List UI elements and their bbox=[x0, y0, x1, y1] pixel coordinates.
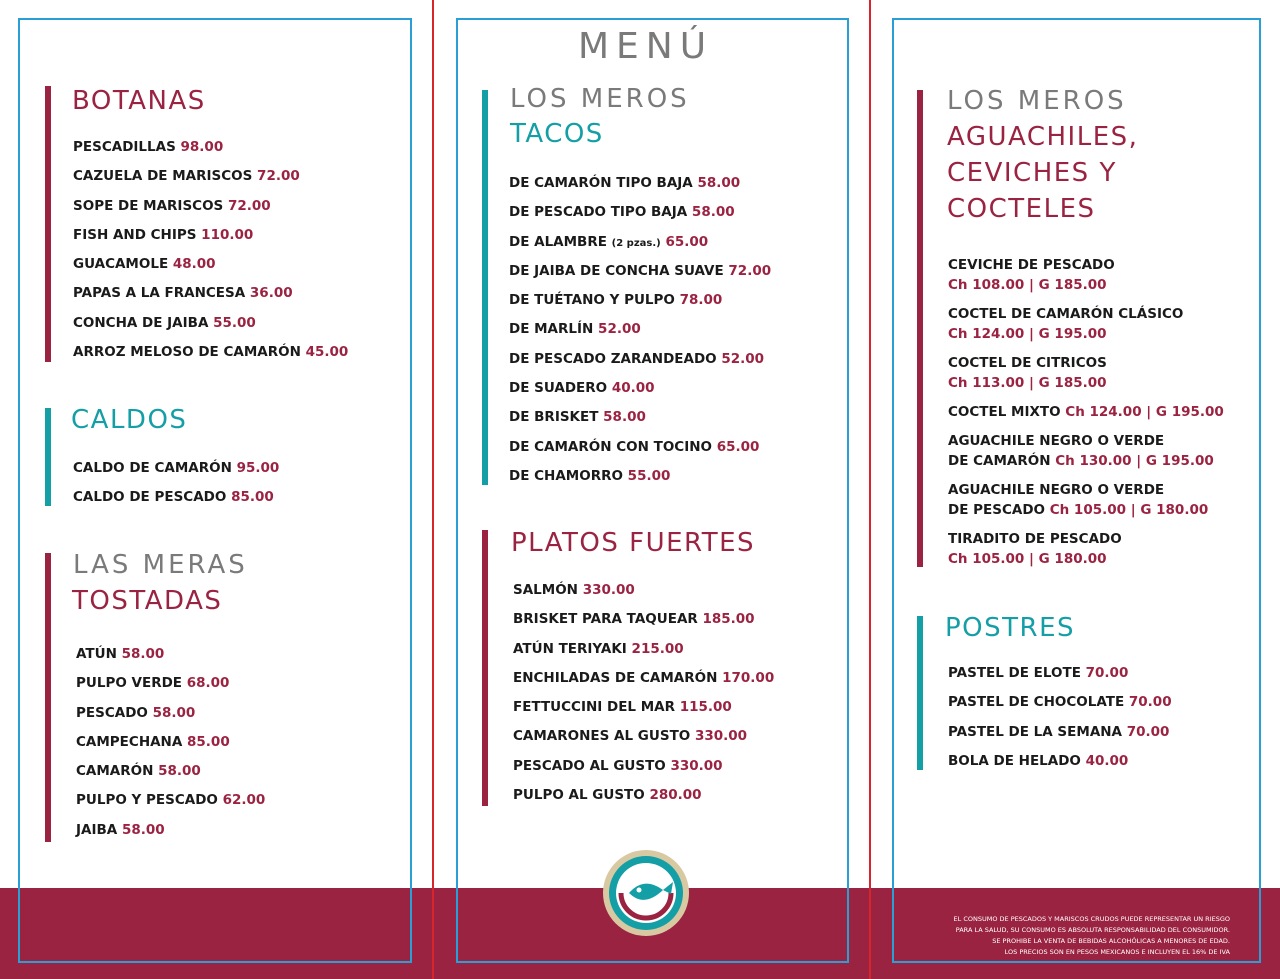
section-title-line2: CEVICHES Y bbox=[947, 158, 1117, 188]
menu-item bbox=[509, 232, 771, 261]
item-price: 85.00 bbox=[231, 489, 274, 506]
menu-item bbox=[73, 137, 348, 166]
item-price: 72.00 bbox=[227, 197, 271, 214]
disclaimer-line: PARA LA SALUD, SU CONSUMO ES ABSOLUTA RESPONSABILIDAD DEL CONSUMIDOR. bbox=[955, 926, 1230, 934]
item-name: DE CAMARÓN CON TOCINO bbox=[509, 438, 713, 455]
item-list bbox=[73, 137, 348, 371]
menu-title: MENÚ bbox=[578, 26, 714, 67]
item-list bbox=[513, 580, 774, 814]
item-price: Ch 108.00 | G 185.00 bbox=[948, 277, 1107, 293]
menu-item bbox=[509, 437, 771, 466]
menu-item bbox=[513, 726, 774, 755]
item-line bbox=[948, 431, 1224, 451]
item-name: PASTEL DE LA SEMANA bbox=[948, 723, 1123, 740]
item-name: AGUACHILE NEGRO O VERDE bbox=[948, 482, 1165, 498]
item-name: PASTEL DE ELOTE bbox=[948, 665, 1081, 681]
item-name: CAMARÓN bbox=[76, 763, 154, 780]
item-list bbox=[948, 255, 1224, 578]
section-bar bbox=[917, 90, 923, 567]
item-line bbox=[948, 373, 1224, 393]
item-price: 36.00 bbox=[249, 285, 293, 302]
item-name: COCTEL MIXTO bbox=[948, 404, 1061, 420]
item-name: BRISKET PARA TAQUEAR bbox=[513, 611, 698, 628]
fold-line-left bbox=[432, 0, 434, 979]
item-price: 110.00 bbox=[201, 226, 254, 243]
item-price: 70.00 bbox=[1085, 665, 1129, 681]
item-price: 52.00 bbox=[721, 350, 765, 367]
item-line bbox=[948, 353, 1224, 373]
menu-item bbox=[948, 304, 1224, 344]
section-bar bbox=[482, 90, 488, 485]
item-name: COCTEL DE CITRICOS bbox=[948, 355, 1107, 371]
menu-item bbox=[948, 722, 1172, 751]
item-line bbox=[948, 304, 1224, 324]
section-title: TACOS bbox=[510, 119, 604, 149]
menu-item bbox=[509, 290, 771, 319]
menu-item bbox=[73, 254, 348, 283]
item-name: DE TUÉTANO Y PULPO bbox=[509, 292, 675, 309]
item-line bbox=[948, 402, 1224, 422]
menu-item bbox=[948, 529, 1224, 569]
item-name: SALMÓN bbox=[513, 582, 578, 598]
item-name: JAIBA bbox=[76, 821, 118, 838]
section-title: TOSTADAS bbox=[72, 586, 223, 616]
menu-item bbox=[948, 255, 1224, 295]
menu-item bbox=[509, 202, 771, 231]
item-price: 65.00 bbox=[716, 438, 760, 455]
menu-item bbox=[73, 196, 348, 225]
menu-item bbox=[73, 458, 279, 487]
item-price: 62.00 bbox=[222, 792, 266, 809]
item-name: PESCADILLAS bbox=[73, 139, 176, 155]
item-name: FISH AND CHIPS bbox=[73, 226, 197, 243]
item-price: 58.00 bbox=[152, 704, 196, 721]
item-price: Ch 105.00 | G 180.00 bbox=[1049, 502, 1209, 518]
item-price: 40.00 bbox=[1085, 752, 1129, 769]
item-name: ATÚN bbox=[76, 646, 117, 662]
item-price: 48.00 bbox=[172, 256, 216, 273]
menu-item bbox=[513, 609, 774, 638]
menu-item bbox=[948, 402, 1224, 422]
item-price: Ch 130.00 | G 195.00 bbox=[1055, 453, 1214, 469]
item-price: 45.00 bbox=[305, 344, 349, 361]
item-name: DE MARLÍN bbox=[509, 321, 594, 338]
item-price: 185.00 bbox=[702, 611, 755, 628]
menu-item bbox=[509, 349, 771, 378]
item-name: DE ALAMBRE bbox=[509, 233, 607, 250]
item-name: SOPE DE MARISCOS bbox=[73, 197, 224, 214]
item-list bbox=[948, 663, 1172, 780]
menu-item bbox=[76, 673, 265, 702]
item-price: 55.00 bbox=[213, 314, 256, 331]
menu-item bbox=[513, 580, 774, 609]
section-bar bbox=[482, 530, 488, 806]
item-name: PULPO Y PESCADO bbox=[76, 792, 218, 809]
item-name: TIRADITO DE PESCADO bbox=[948, 531, 1122, 547]
item-price: 58.00 bbox=[603, 409, 646, 426]
item-name: CONCHA DE JAIBA bbox=[73, 314, 209, 331]
item-price: 330.00 bbox=[694, 728, 748, 745]
item-name: DE JAIBA DE CONCHA SUAVE bbox=[509, 262, 724, 279]
item-name: ATÚN TERIYAKI bbox=[513, 640, 627, 657]
item-price: 58.00 bbox=[121, 821, 165, 838]
menu-item bbox=[513, 697, 774, 726]
section-bar bbox=[45, 408, 51, 506]
item-price: 52.00 bbox=[598, 321, 641, 338]
menu-item bbox=[513, 756, 774, 785]
section-title: CALDOS bbox=[71, 405, 188, 435]
item-name: CEVICHE DE PESCADO bbox=[948, 257, 1115, 273]
menu-item bbox=[948, 692, 1172, 721]
item-name: PESCADO AL GUSTO bbox=[513, 757, 666, 774]
menu-item bbox=[76, 820, 265, 849]
item-price: 330.00 bbox=[582, 582, 635, 598]
menu-item bbox=[948, 480, 1224, 520]
item-price: Ch 124.00 | G 195.00 bbox=[948, 326, 1107, 342]
item-name: CAMPECHANA bbox=[76, 733, 183, 750]
section-bar bbox=[45, 553, 51, 842]
menu-item bbox=[73, 313, 348, 342]
menu-item bbox=[509, 466, 771, 495]
item-price: 280.00 bbox=[649, 787, 702, 804]
item-name: BOLA DE HELADO bbox=[948, 752, 1081, 769]
item-price: 58.00 bbox=[121, 646, 165, 662]
menu-item bbox=[76, 644, 265, 673]
section-title: AGUACHILES, bbox=[947, 122, 1139, 152]
section-bar bbox=[917, 616, 923, 770]
item-name: COCTEL DE CAMARÓN CLÁSICO bbox=[948, 306, 1184, 322]
section-title-top: LOS MEROS bbox=[947, 86, 1127, 116]
section-bar bbox=[45, 86, 51, 362]
disclaimer-line: EL CONSUMO DE PESCADOS Y MARISCOS CRUDOS PUEDE REPRESENTAR UN RIESGO bbox=[953, 915, 1230, 923]
menu-item bbox=[73, 342, 348, 371]
menu-item bbox=[73, 283, 348, 312]
item-line bbox=[948, 549, 1224, 569]
item-line bbox=[948, 324, 1224, 344]
menu-item bbox=[73, 166, 348, 195]
item-name: FETTUCCINI DEL MAR bbox=[513, 699, 675, 716]
item-price: 72.00 bbox=[257, 168, 300, 185]
item-name: AGUACHILE NEGRO O VERDE bbox=[948, 433, 1165, 449]
item-price: 55.00 bbox=[627, 467, 671, 484]
item-name-cont: DE PESCADO bbox=[948, 502, 1046, 518]
item-price: Ch 124.00 | G 195.00 bbox=[1065, 404, 1224, 420]
item-price: Ch 105.00 | G 180.00 bbox=[948, 551, 1107, 567]
section-title: BOTANAS bbox=[72, 86, 206, 116]
section-title-top: LOS MEROS bbox=[510, 84, 690, 114]
disclaimer-line: SE PROHIBE LA VENTA DE BEBIDAS ALCOHÓLICAS A MENORES DE EDAD. bbox=[992, 937, 1230, 945]
item-price: 68.00 bbox=[186, 675, 230, 692]
menu-item bbox=[509, 261, 771, 290]
item-note: (2 pzas.) bbox=[611, 237, 661, 249]
menu-item bbox=[509, 407, 771, 436]
item-line bbox=[948, 255, 1224, 275]
section-title: POSTRES bbox=[945, 613, 1076, 643]
item-price: 65.00 bbox=[665, 233, 709, 250]
item-price: 70.00 bbox=[1126, 723, 1170, 740]
disclaimer-line: LOS PRECIOS SON EN PESOS MEXICANOS E INCLUYEN EL 16% DE IVA bbox=[1004, 948, 1230, 956]
menu-item bbox=[76, 790, 265, 819]
menu-item bbox=[73, 225, 348, 254]
item-name: ARROZ MELOSO DE CAMARÓN bbox=[73, 344, 301, 361]
menu-item bbox=[76, 761, 265, 790]
item-name: PULPO VERDE bbox=[76, 675, 183, 692]
item-name: CAZUELA DE MARISCOS bbox=[73, 168, 253, 185]
item-name: PULPO AL GUSTO bbox=[513, 787, 645, 804]
item-line bbox=[948, 275, 1224, 295]
item-name: DE PESCADO TIPO BAJA bbox=[509, 204, 688, 221]
item-price: 115.00 bbox=[679, 699, 732, 716]
item-line bbox=[948, 529, 1224, 549]
item-list bbox=[76, 644, 265, 849]
item-name: DE PESCADO ZARANDEADO bbox=[509, 350, 717, 367]
item-name-cont: DE CAMARÓN bbox=[948, 453, 1051, 469]
item-price: 58.00 bbox=[691, 204, 735, 221]
item-price: 78.00 bbox=[679, 292, 723, 309]
item-price: 40.00 bbox=[611, 380, 655, 397]
item-name: GUACAMOLE bbox=[73, 256, 169, 273]
menu-item bbox=[509, 378, 771, 407]
item-list bbox=[509, 173, 771, 495]
menu-item bbox=[948, 431, 1224, 471]
item-name: CAMARONES AL GUSTO bbox=[513, 728, 691, 745]
item-name: DE SUADERO bbox=[509, 380, 608, 397]
item-name: DE CAMARÓN TIPO BAJA bbox=[509, 175, 693, 191]
menu-item bbox=[513, 639, 774, 668]
item-list bbox=[73, 458, 279, 517]
menu-item bbox=[948, 751, 1172, 780]
item-price: 170.00 bbox=[722, 669, 775, 686]
menu-item bbox=[76, 732, 265, 761]
menu-item bbox=[513, 785, 774, 814]
item-price: Ch 113.00 | G 185.00 bbox=[948, 375, 1107, 391]
item-line bbox=[948, 480, 1224, 500]
menu-item bbox=[509, 319, 771, 348]
section-title: PLATOS FUERTES bbox=[511, 528, 756, 558]
item-price: 98.00 bbox=[180, 139, 224, 155]
item-name: DE CHAMORRO bbox=[509, 467, 623, 484]
item-name: PASTEL DE CHOCOLATE bbox=[948, 694, 1125, 711]
item-line bbox=[948, 451, 1224, 471]
menu-item bbox=[513, 668, 774, 697]
item-price: 330.00 bbox=[670, 757, 723, 774]
item-price: 215.00 bbox=[631, 640, 684, 657]
menu-item bbox=[509, 173, 771, 202]
section-title-top: LAS MERAS bbox=[73, 550, 248, 580]
item-name: DE BRISKET bbox=[509, 409, 599, 426]
fish-logo-icon bbox=[601, 848, 691, 938]
menu-item bbox=[948, 353, 1224, 393]
item-line bbox=[948, 500, 1224, 520]
item-price: 85.00 bbox=[187, 733, 230, 750]
fold-line-right bbox=[869, 0, 871, 979]
item-name: CALDO DE CAMARÓN bbox=[73, 460, 232, 476]
item-name: CALDO DE PESCADO bbox=[73, 489, 227, 506]
item-price: 70.00 bbox=[1128, 694, 1172, 711]
menu-item bbox=[73, 487, 279, 516]
item-name: PAPAS A LA FRANCESA bbox=[73, 285, 246, 302]
item-name: ENCHILADAS DE CAMARÓN bbox=[513, 669, 718, 686]
item-price: 58.00 bbox=[697, 175, 741, 191]
item-price: 95.00 bbox=[236, 460, 280, 476]
section-title-line3: COCTELES bbox=[947, 194, 1096, 224]
menu-item bbox=[948, 663, 1172, 692]
menu-item bbox=[76, 703, 265, 732]
item-price: 72.00 bbox=[728, 262, 772, 279]
legal-disclaimer bbox=[930, 914, 1230, 958]
item-price: 58.00 bbox=[158, 763, 201, 780]
item-name: PESCADO bbox=[76, 704, 148, 721]
